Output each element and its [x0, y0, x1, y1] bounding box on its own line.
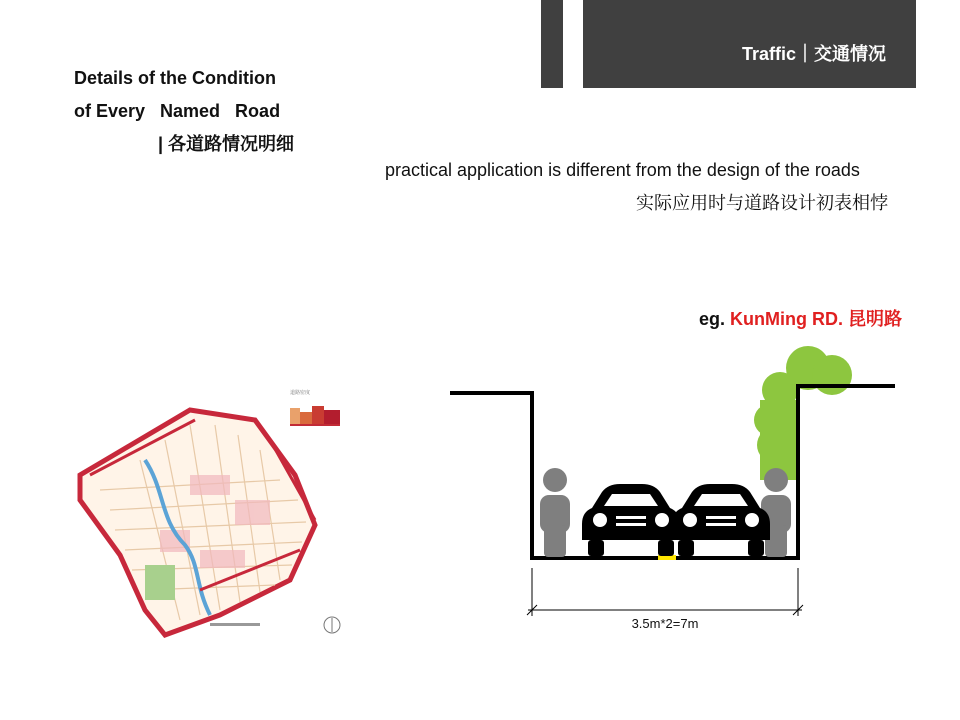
description-en: practical application is different from the design of the roads	[385, 160, 860, 180]
example-prefix: eg.	[698, 309, 725, 329]
pedestrian-left-icon	[540, 468, 570, 557]
description	[385, 154, 895, 220]
header-title: Traffic｜交通情况	[741, 44, 886, 64]
dimension-label: 3.5m*2=7m	[631, 616, 699, 631]
car-left-icon	[582, 484, 680, 556]
scale-bar	[210, 623, 260, 626]
description-zh: 实际应用时与道路设计初表相悖	[636, 193, 888, 213]
car-right-icon	[672, 484, 770, 556]
section-heading	[74, 62, 374, 161]
tree-icon	[754, 346, 852, 480]
master-plan-map	[70, 380, 350, 642]
header-bar	[583, 0, 916, 88]
park	[145, 565, 175, 600]
heading-line-2: of Every Named Road	[74, 101, 281, 121]
heading-line-1: Details of the Condition	[74, 68, 276, 88]
example-label	[699, 305, 902, 331]
heading-line-3: | 各道路情况明细	[158, 134, 295, 154]
example-road-en: KunMing RD.	[730, 309, 843, 329]
road-cross-section	[440, 340, 910, 640]
example-road-zh: 昆明路	[848, 309, 902, 329]
svg-text:道路密度: 道路密度	[290, 390, 311, 396]
dimension-line	[527, 568, 803, 616]
header-accent-bar	[541, 0, 563, 88]
